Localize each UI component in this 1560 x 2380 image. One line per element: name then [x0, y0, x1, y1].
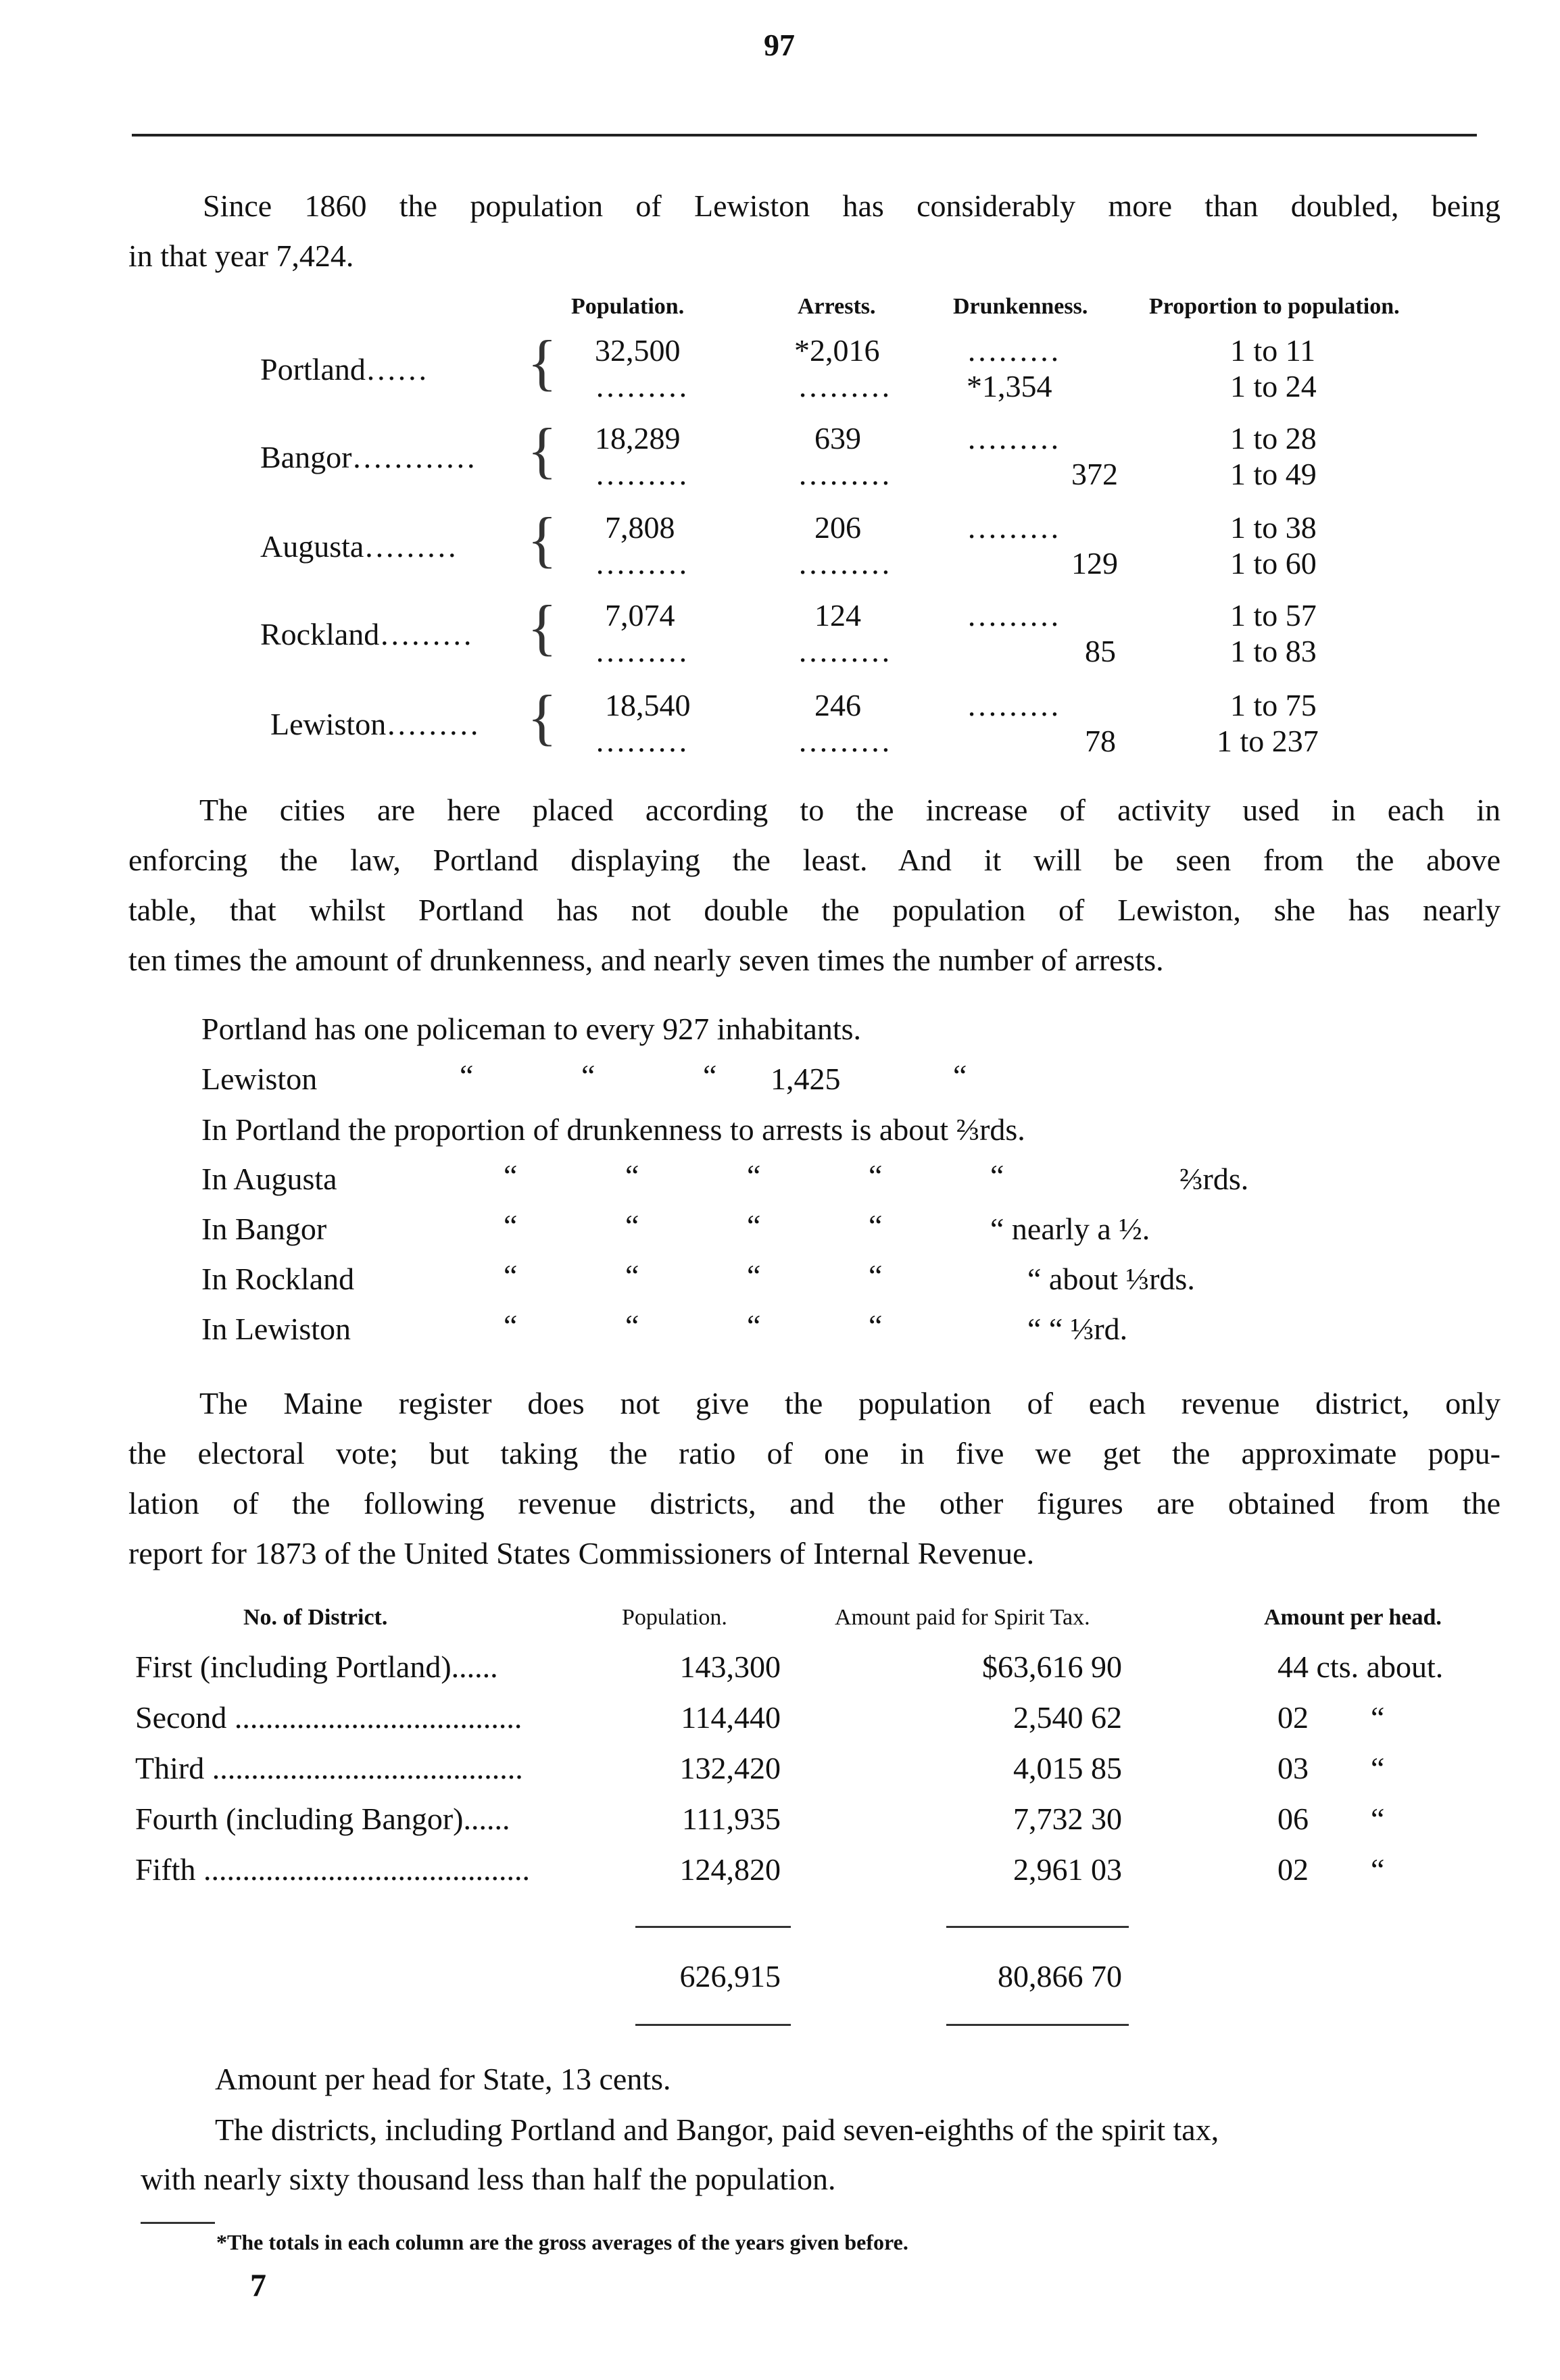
ditto-mark: “: [504, 1158, 518, 1193]
filler-dots: ………: [595, 724, 688, 758]
arrests-header-drunkenness: Drunkenness.: [953, 294, 1088, 319]
revenue-header-tax: Amount paid for Spirit Tax.: [835, 1605, 1090, 1630]
filler-dots: ………: [967, 421, 1060, 455]
proportion-drunkenness: 1 to 24: [1230, 369, 1317, 403]
district-population: 132,420: [679, 1751, 781, 1785]
district-tax: 2,961 03: [1013, 1852, 1122, 1887]
row-brace: {: [527, 593, 558, 662]
proportion-arrests: 1 to 57: [1230, 598, 1317, 633]
city-label-bangor: Bangor…………: [260, 440, 477, 474]
paragraph-line: The cities are here placed according to the increase of activity used in each in: [199, 793, 1501, 827]
filler-dots: ………: [595, 369, 688, 403]
proportion-arrests: 1 to 75: [1230, 688, 1317, 722]
total-population: 626,915: [679, 1959, 781, 1993]
district-label: Fourth (including Bangor)......: [135, 1802, 510, 1836]
proportion-value: “ nearly a ½.: [990, 1212, 1150, 1246]
filler-dots: ………: [595, 457, 688, 491]
drunkenness-value: *1,354: [967, 369, 1052, 403]
row-brace: {: [527, 505, 558, 574]
police-portland-line: Portland has one policeman to every 927 inhabitants.: [201, 1012, 861, 1046]
paragraph-line: the electoral vote; but taking the ratio of one in five we get the approximate popu-: [128, 1436, 1501, 1470]
proportion-label: In Augusta: [201, 1162, 337, 1196]
paragraph-line: report for 1873 of the United States Commissioners of Internal Revenue.: [128, 1536, 1035, 1570]
proportion-value: “ about ⅓rds.: [1027, 1262, 1195, 1296]
intro-paragraph: [128, 181, 1501, 281]
ditto-mark: “: [869, 1308, 883, 1343]
district-label: Third ........................................: [135, 1751, 523, 1785]
district-tax: 7,732 30: [1013, 1802, 1122, 1836]
proportion-drunkenness: 1 to 83: [1230, 634, 1317, 668]
proportion-drunkenness: 1 to 237: [1217, 724, 1319, 758]
population-value: 7,074: [605, 598, 675, 633]
drunkenness-value: 85: [1085, 634, 1116, 668]
signature-mark: 7: [250, 2268, 266, 2304]
arrests-header-arrests: Arrests.: [798, 294, 876, 319]
proportion-arrests: 1 to 11: [1230, 333, 1316, 368]
population-value: 18,540: [605, 688, 691, 722]
district-tax: 2,540 62: [1013, 1700, 1122, 1735]
revenue-header-population: Population.: [622, 1605, 727, 1630]
ditto-mark: “: [869, 1258, 883, 1293]
ditto-mark: “: [625, 1308, 639, 1343]
filler-dots: ………: [798, 546, 891, 580]
district-tax: 4,015 85: [1013, 1751, 1122, 1785]
proportion-drunkenness: 1 to 49: [1230, 457, 1317, 491]
total-rule: [946, 2024, 1129, 2026]
ditto-mark: “: [747, 1258, 761, 1293]
filler-dots: ………: [798, 724, 891, 758]
footnote-rule: [141, 2222, 215, 2224]
arrests-value: *2,016: [794, 333, 880, 368]
ditto-mark: “: [747, 1208, 761, 1243]
drunkenness-value: 129: [1071, 546, 1118, 580]
proportion-label: In Bangor: [201, 1212, 327, 1246]
district-label: Fifth ..........................................: [135, 1852, 530, 1887]
ditto-mark: “: [953, 1058, 967, 1093]
filler-dots: ………: [798, 634, 891, 668]
district-population: 114,440: [681, 1700, 781, 1735]
proportion-value: ⅔rds.: [1179, 1162, 1249, 1196]
proportion-label: In Rockland: [201, 1262, 355, 1296]
district-label: First (including Portland)......: [135, 1650, 498, 1684]
ditto-mark: “: [504, 1308, 518, 1343]
drunkenness-value: 78: [1085, 724, 1116, 758]
district-per-head: 06 “: [1277, 1802, 1385, 1836]
arrests-value: 124: [814, 598, 861, 633]
district-per-head: 02 “: [1277, 1700, 1385, 1735]
ditto-mark: “: [703, 1058, 717, 1093]
population-value: 7,808: [605, 510, 675, 545]
ditto-mark: “: [581, 1058, 595, 1093]
cities-paragraph: [128, 785, 1501, 985]
intro-line-1: Since 1860 the population of Lewiston has considerably more than doubled, being: [203, 189, 1501, 223]
page-number: 97: [764, 28, 795, 62]
paragraph-line: lation of the following revenue districts, and the other figures are obtained from the: [128, 1486, 1501, 1520]
district-per-head: 02 “: [1277, 1852, 1385, 1887]
proportion-label: In Lewiston: [201, 1312, 351, 1346]
filler-dots: ………: [798, 457, 891, 491]
population-value: 18,289: [595, 421, 681, 455]
districts-line: The districts, including Portland and Bangor, paid seven-eighths of the spirit tax,: [215, 2112, 1219, 2147]
arrests-value: 639: [814, 421, 861, 455]
city-label-augusta: Augusta………: [260, 529, 458, 564]
ditto-mark: “: [747, 1158, 761, 1193]
districts-line-2: with nearly sixty thousand less than half the population.: [141, 2162, 836, 2196]
city-label-lewiston: Lewiston………: [270, 707, 480, 741]
total-tax: 80,866 70: [998, 1959, 1122, 1993]
total-rule: [946, 1926, 1129, 1928]
district-label: Second .....................................: [135, 1700, 522, 1735]
city-label-rockland: Rockland………: [260, 617, 473, 651]
ditto-mark: “: [625, 1158, 639, 1193]
proportion-value: “ “ ⅓rd.: [1027, 1312, 1128, 1346]
ditto-mark: “: [504, 1258, 518, 1293]
footnote: *The totals in each column are the gross averages of the years given before.: [216, 2230, 908, 2254]
ditto-mark: “: [869, 1158, 883, 1193]
arrests-value: 246: [814, 688, 861, 722]
proportion-drunkenness: 1 to 60: [1230, 546, 1317, 580]
ditto-mark: “: [625, 1258, 639, 1293]
proportion-arrests: 1 to 38: [1230, 510, 1317, 545]
total-rule: [635, 2024, 791, 2026]
ditto-mark: “: [460, 1058, 474, 1093]
district-tax: $63,616 90: [982, 1650, 1122, 1684]
proportion-portland-line: In Portland the proportion of drunkenness to arrests is about ⅔rds.: [201, 1112, 1025, 1147]
district-population: 111,935: [681, 1802, 781, 1836]
drunkenness-value: 372: [1071, 457, 1118, 491]
state-amount-line: Amount per head for State, 13 cents.: [215, 2062, 671, 2096]
city-label-portland: Portland……: [260, 352, 428, 387]
ditto-mark: “: [747, 1308, 761, 1343]
district-per-head: 44 cts. about.: [1277, 1650, 1444, 1684]
police-lewiston-label: Lewiston: [201, 1062, 318, 1096]
paragraph-line: enforcing the law, Portland displaying the least. And it will be seen from the above: [128, 843, 1501, 877]
ditto-mark: “: [990, 1158, 1004, 1193]
arrests-header-population: Population.: [571, 294, 685, 319]
revenue-header-per-head: Amount per head.: [1264, 1605, 1442, 1630]
ditto-mark: “: [625, 1208, 639, 1243]
filler-dots: ………: [967, 333, 1060, 368]
total-rule: [635, 1926, 791, 1928]
population-value: 32,500: [595, 333, 681, 368]
row-brace: {: [527, 683, 558, 751]
police-lewiston-value: 1,425: [771, 1062, 841, 1096]
filler-dots: ………: [595, 634, 688, 668]
row-brace: {: [527, 328, 558, 397]
ditto-mark: “: [504, 1208, 518, 1243]
district-population: 143,300: [679, 1650, 781, 1684]
filler-dots: ………: [967, 598, 1060, 633]
paragraph-line: The Maine register does not give the population of each revenue district, only: [199, 1386, 1501, 1420]
filler-dots: ………: [798, 369, 891, 403]
district-population: 124,820: [679, 1852, 781, 1887]
ditto-mark: “: [869, 1208, 883, 1243]
filler-dots: ………: [967, 688, 1060, 722]
revenue-header-district: No. of District.: [243, 1605, 388, 1630]
header-rule: [132, 134, 1477, 137]
row-brace: {: [527, 416, 558, 485]
register-paragraph: [128, 1379, 1501, 1579]
paragraph-line: ten times the amount of drunkenness, and nearly seven times the number of arrests.: [128, 943, 1164, 977]
paragraph-line: table, that whilst Portland has not double the population of Lewiston, she has nearly: [128, 893, 1501, 927]
intro-line-2: in that year 7,424.: [128, 239, 354, 273]
arrests-header-proportion: Proportion to population.: [1149, 294, 1400, 319]
proportion-arrests: 1 to 28: [1230, 421, 1317, 455]
filler-dots: ………: [967, 510, 1060, 545]
filler-dots: ………: [595, 546, 688, 580]
arrests-value: 206: [814, 510, 861, 545]
district-per-head: 03 “: [1277, 1751, 1385, 1785]
